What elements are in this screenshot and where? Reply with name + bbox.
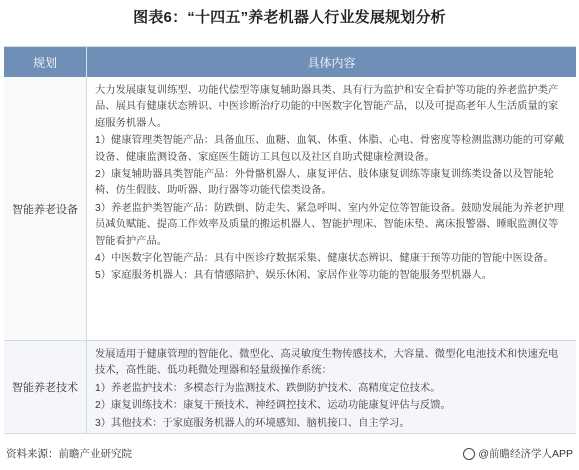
brand-text: @前瞻经济学人APP	[478, 448, 573, 460]
table-header	[4, 47, 576, 77]
content-paragraph: 发展适用于健康管理的智能化、微型化、高灵敏度生物传感技术，大容量、微型化电池技术和快速充电技术，高性能、低功耗微处理器和轻量级操作系统：	[95, 349, 559, 377]
header-col-plan: 规划	[4, 47, 87, 77]
content-paragraph: 大力发展康复训练型、功能代偿型等康复辅助器具类、具有行为监护和安全看护等功能的养老监护类产品、展具有健康状态辨识、中医诊断治疗功能的中医数字化智能产品，以及可提高老年人生活质量的家庭服务机器人。	[95, 85, 559, 129]
content-paragraph: 2）康复辅助器具类智能产品：外骨骼机器人、康复评估、肢体康复训练等康复训练类设备以及智能轮椅、仿生假肢、助听器、助行器等功能代偿类设备。	[95, 169, 554, 197]
planning-table	[4, 46, 576, 434]
content-paragraph: 1）养老监护技术：多模态行为监测技术、跌倒防护技术、高精度定位技术。	[95, 382, 441, 394]
row-content-devices	[87, 77, 576, 340]
row-label-devices: 智能养老设备	[4, 77, 87, 340]
content-paragraph: 3）养老监护类智能产品：防跌倒、防走失、紧急呼叫、室内外定位等智能设备。鼓励发展能为养老护理员减负赋能、提高工作效率及质量的搬运机器人、智能护理床、智能床垫、离床报警器、睡眠监测仪等智能看护产品。	[95, 202, 565, 247]
header-col-content: 具体内容	[307, 55, 356, 70]
qianzhan-logo-icon	[463, 448, 475, 460]
content-paragraph: 5）家庭服务机器人：具有情感陪护、娱乐休闲、家居作业等功能的智能服务型机器人。	[95, 270, 493, 282]
content-paragraph: 3）其他技术：于家庭服务机器人的环境感知、脑机接口、自主学习。	[95, 417, 410, 429]
chart-title: 图表6：“十四五”养老机器人行业发展规划分析	[133, 9, 446, 26]
row-content-technology	[87, 341, 576, 433]
content-paragraph: 1）健康管理类智能产品：具备血压、血糖、血氧、体重、体脂、心电、骨密度等检测监测功能的可穿戴设备、健康监测设备、家庭医生随访工具包以及社区自助式健康检测设备。	[95, 135, 565, 163]
source-note: 资料来源：前瞻产业研究院	[6, 448, 132, 460]
brand-credit	[463, 446, 573, 461]
content-paragraph: 4）中医数字化智能产品：具有中医诊疗数据采集、健康状态辨识、健康干预等功能的智能中医设备。	[95, 253, 554, 265]
footer	[6, 446, 573, 461]
table-row	[4, 77, 576, 341]
row-label-technology: 智能养老技术	[4, 341, 87, 433]
table-row	[4, 341, 576, 434]
content-paragraph: 2）康复训练技术：康复干预技术、神经调控技术、运动功能康复评估与反馈。	[95, 400, 451, 412]
